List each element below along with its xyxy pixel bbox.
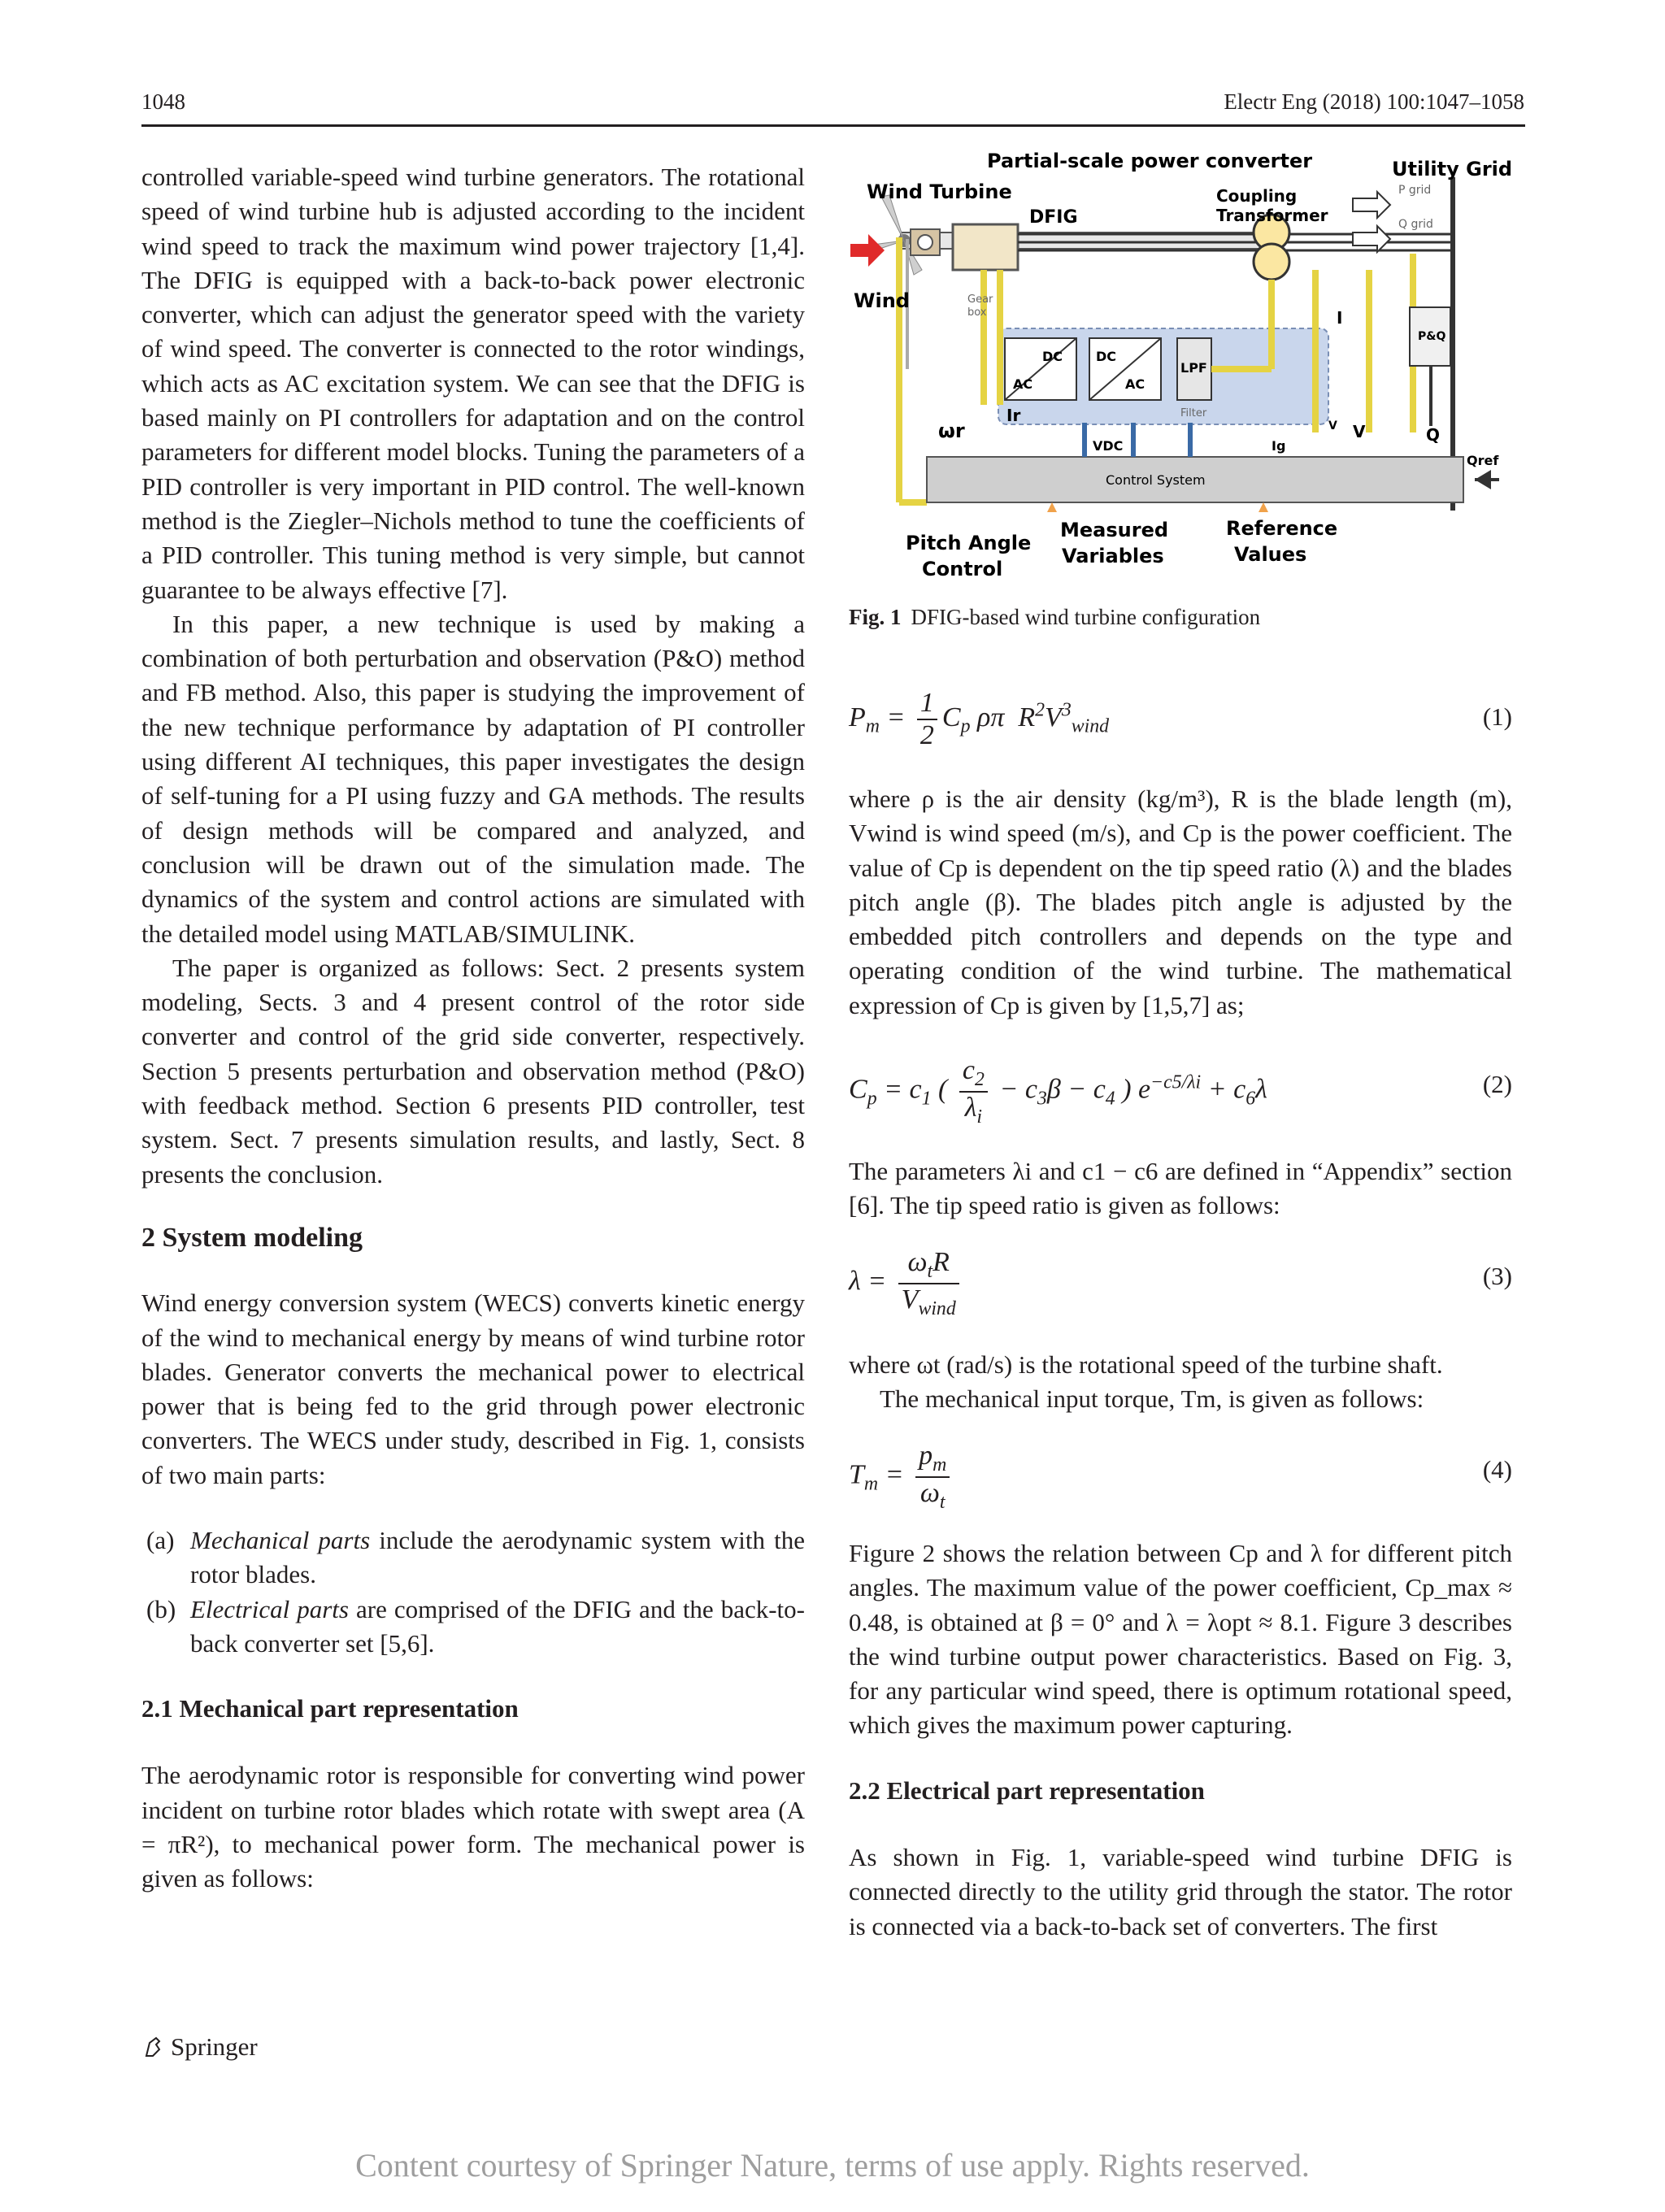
vdc-label: VDC	[1093, 438, 1124, 454]
gearbox-label: box	[967, 306, 987, 319]
list-text: include the aerodynamic system with the rotor blades.	[190, 1525, 805, 1589]
q-grid-label: Q grid	[1398, 218, 1433, 231]
copyright-notice: Content courtesy of Springer Nature, terms of use apply. Rights reserved.	[355, 2147, 1310, 2184]
caption-text: DFIG-based wind turbine configuration	[911, 605, 1261, 629]
paragraph: The mechanical input torque, Tm, is given as follows:	[880, 1384, 1424, 1414]
measured-label: Measured	[1060, 519, 1169, 541]
paragraph: As shown in Fig. 1, variable-speed wind turbine DFIG is connected directly to the utility grid through the stator. The rotor is connected via a back-to-back set of converters. The first	[849, 1843, 1512, 1940]
figure-caption	[849, 605, 1260, 630]
list-term: Mechanical parts	[190, 1525, 371, 1554]
left-column	[141, 160, 805, 1897]
ac-label: AC	[1125, 376, 1146, 392]
list-text: are comprised of the DFIG and the back-to-back converter set [5,6].	[190, 1594, 805, 1658]
control-system-label: Control System	[1106, 472, 1206, 488]
right-column-block-4	[849, 1536, 1512, 1944]
section-heading: 2 System modeling	[141, 1222, 363, 1253]
ac-label: AC	[1013, 376, 1033, 392]
equation-number: (1)	[1482, 702, 1512, 731]
wind-arrow-icon	[850, 234, 885, 267]
coupling-label: Coupling	[1216, 186, 1298, 206]
paragraph: controlled variable-speed wind turbine generators. The rotational speed of wind turbine hub is adjusted according to the incident wind speed to track the maximum wind power trajectory [1,4]. The DFIG is equipped with a back-to-back power electronic converter, which can adjust the generator speed with the variety of wind speed. The converter is connected to the rotor windings, which acts as AC excitation system. We can see that the DFIG is based mainly on PI controllers for adaptation and on the control parameters for different model blocks. Tuning the parameters of a PID controller is very important in PID control. The well-known method is the Ziegler–Nichols method to tune the coefficients of a PID controller. This tuning method is very simple, but cannot guarantee to be always effective [7].	[141, 163, 805, 604]
current-label: I	[1337, 308, 1343, 328]
journal-citation: Electr Eng (2018) 100:1047–1058	[1224, 89, 1524, 114]
qref-label: Qref	[1467, 453, 1499, 468]
right-column-block-1	[849, 782, 1512, 1023]
springer-horse-icon	[141, 2035, 166, 2059]
paragraph: The paper is organized as follows: Sect. 2 presents system modeling, Sects. 3 and 4 present control of the rotor side converter and control of the grid side converter, respectively. Section 5 presents perturbation and observation method (P&O) with feedback method. Section 6 presents PID controller, test system. Sect. 7 presents simulation results, and lastly, Sect. 8 presents the conclusion.	[141, 953, 805, 1189]
gear-label: Gear	[967, 293, 993, 306]
dc-label: DC	[1042, 349, 1063, 364]
publisher-name: Springer	[171, 2032, 258, 2061]
equation-2: $C_p = c_1$ ( $\frac{c_2}{\lambda_i}$ − $c_3\beta - c_4$ ) $e^{-c5/\lambda i} + c_6\lambda$ (2)	[849, 1055, 1512, 1128]
subsection-heading: 2.1 Mechanical part representation	[141, 1694, 519, 1723]
wind-label: Wind	[854, 289, 910, 312]
list-item	[141, 1523, 805, 1593]
equation-number: (2)	[1482, 1070, 1512, 1098]
list-term: Electrical parts	[190, 1594, 349, 1623]
list-label: (b)	[146, 1594, 176, 1623]
paragraph: where ωt (rad/s) is the rotational speed of the turbine shaft.	[849, 1350, 1443, 1379]
filter-label: Filter	[1180, 407, 1207, 419]
equation-number: (3)	[1482, 1262, 1512, 1290]
equation-3: λ = $\frac{\omega_tR}{V_{wind}}$ (3)	[849, 1247, 1512, 1319]
paragraph: Wind energy conversion system (WECS) converts kinetic energy of the wind to mechanical energy by means of wind turbine rotor blades. Generator converts the mechanical power to electrical power that is being fed to the grid through power electronic converters. The WECS under study, described in Fig. 1, consists of two main parts:	[141, 1289, 805, 1489]
ir-label: Ir	[1006, 406, 1021, 425]
variables-label: Variables	[1062, 545, 1164, 567]
dfig-icon	[953, 224, 1018, 270]
equation-1: $P_m$ = $\frac{1}{2}$ $C_p$ ρπ $R^2V^3_{wind}$ (1)	[849, 688, 1512, 750]
ig-label: Ig	[1272, 438, 1286, 454]
dc-label: DC	[1096, 349, 1117, 364]
paragraph: The aerodynamic rotor is responsible for converting wind power incident on turbine rotor blades which rotate with swept area (A = πR²), to mechanical power form. The mechanical power is given as follows:	[141, 1761, 805, 1893]
pq-label: P&Q	[1418, 330, 1446, 343]
reference-label: Reference	[1226, 517, 1338, 540]
omega-r-label: ωr	[938, 419, 965, 442]
right-column-block-3	[849, 1348, 1512, 1417]
wind-turbine-label: Wind Turbine	[867, 180, 1012, 203]
q-label: Q	[1426, 425, 1441, 445]
converter-label: Partial-scale power converter	[987, 150, 1313, 172]
list-label: (a)	[146, 1525, 175, 1554]
paragraph: In this paper, a new technique is used by making a combination of both perturbation and observation (P&O) method and FB method. Also, this paper is studying the improvement of the new technique performance by adaptation of PI controller using different AI techniques, this paper investigates the design of self-tuning for a PI using fuzzy and GA methods. The results of design methods will be compared and analyzed, and conclusion will be drawn out of the simulation made. The dynamics of the system and control actions are simulated with the detailed model using MATLAB/SIMULINK.	[141, 609, 805, 948]
list-item	[141, 1593, 805, 1662]
dfig-configuration-diagram	[849, 148, 1512, 603]
caption-label: Fig. 1	[849, 605, 902, 629]
paragraph: Figure 2 shows the relation between Cp and λ for different pitch angles. The maximum value of the power coefficient, Cp_max ≈ 0.48, is obtained at β = 0° and λ = λopt ≈ 8.1. Figure 3 describes the wind turbine output power characteristics. Based on Fig. 3, for any particular wind speed, there is optimum rotational speed, which gives the maximum power capturing.	[849, 1539, 1512, 1740]
pitch-control-label: Control	[922, 558, 1003, 580]
header-rule	[141, 124, 1525, 127]
wind-turbine-icon	[865, 195, 922, 369]
utility-grid-label: Utility Grid	[1392, 158, 1512, 180]
paragraph: where ρ is the air density (kg/m³), R is the blade length (m), Vwind is wind speed (m/s), and Cp is the power coefficient. The value of Cp is dependent on the tip speed ratio (λ) and the blades pitch angle (β). The blades pitch angle is adjusted by the embedded pitch controllers and depends on the type and operating condition of the wind turbine. The mathematical expression of Cp is given by [1,5,7] as;	[849, 784, 1512, 1019]
paragraph: The parameters λi and c1 − c6 are defined in “Appendix” section [6]. The tip speed ratio is given as follows:	[849, 1157, 1512, 1220]
publisher-logo	[141, 2032, 258, 2062]
subsection-heading: 2.2 Electrical part representation	[849, 1775, 1205, 1805]
page-number: 1048	[141, 89, 185, 114]
voltage-label: V	[1353, 422, 1366, 441]
transformer-label: Transformer	[1216, 206, 1328, 225]
pitch-label: Pitch Angle	[906, 532, 1032, 554]
equation-4: $T_m$ = $\frac{p_m}{\omega_t}$ (4)	[849, 1441, 1512, 1513]
parts-list	[141, 1523, 805, 1661]
voltage-small-label: V	[1328, 419, 1337, 432]
equation-number: (4)	[1482, 1455, 1512, 1484]
right-column-block-2	[849, 1154, 1512, 1223]
values-label: Values	[1234, 543, 1307, 566]
lpf-label: LPF	[1180, 360, 1207, 376]
dfig-label: DFIG	[1029, 207, 1078, 228]
p-grid-label: P grid	[1398, 184, 1432, 197]
